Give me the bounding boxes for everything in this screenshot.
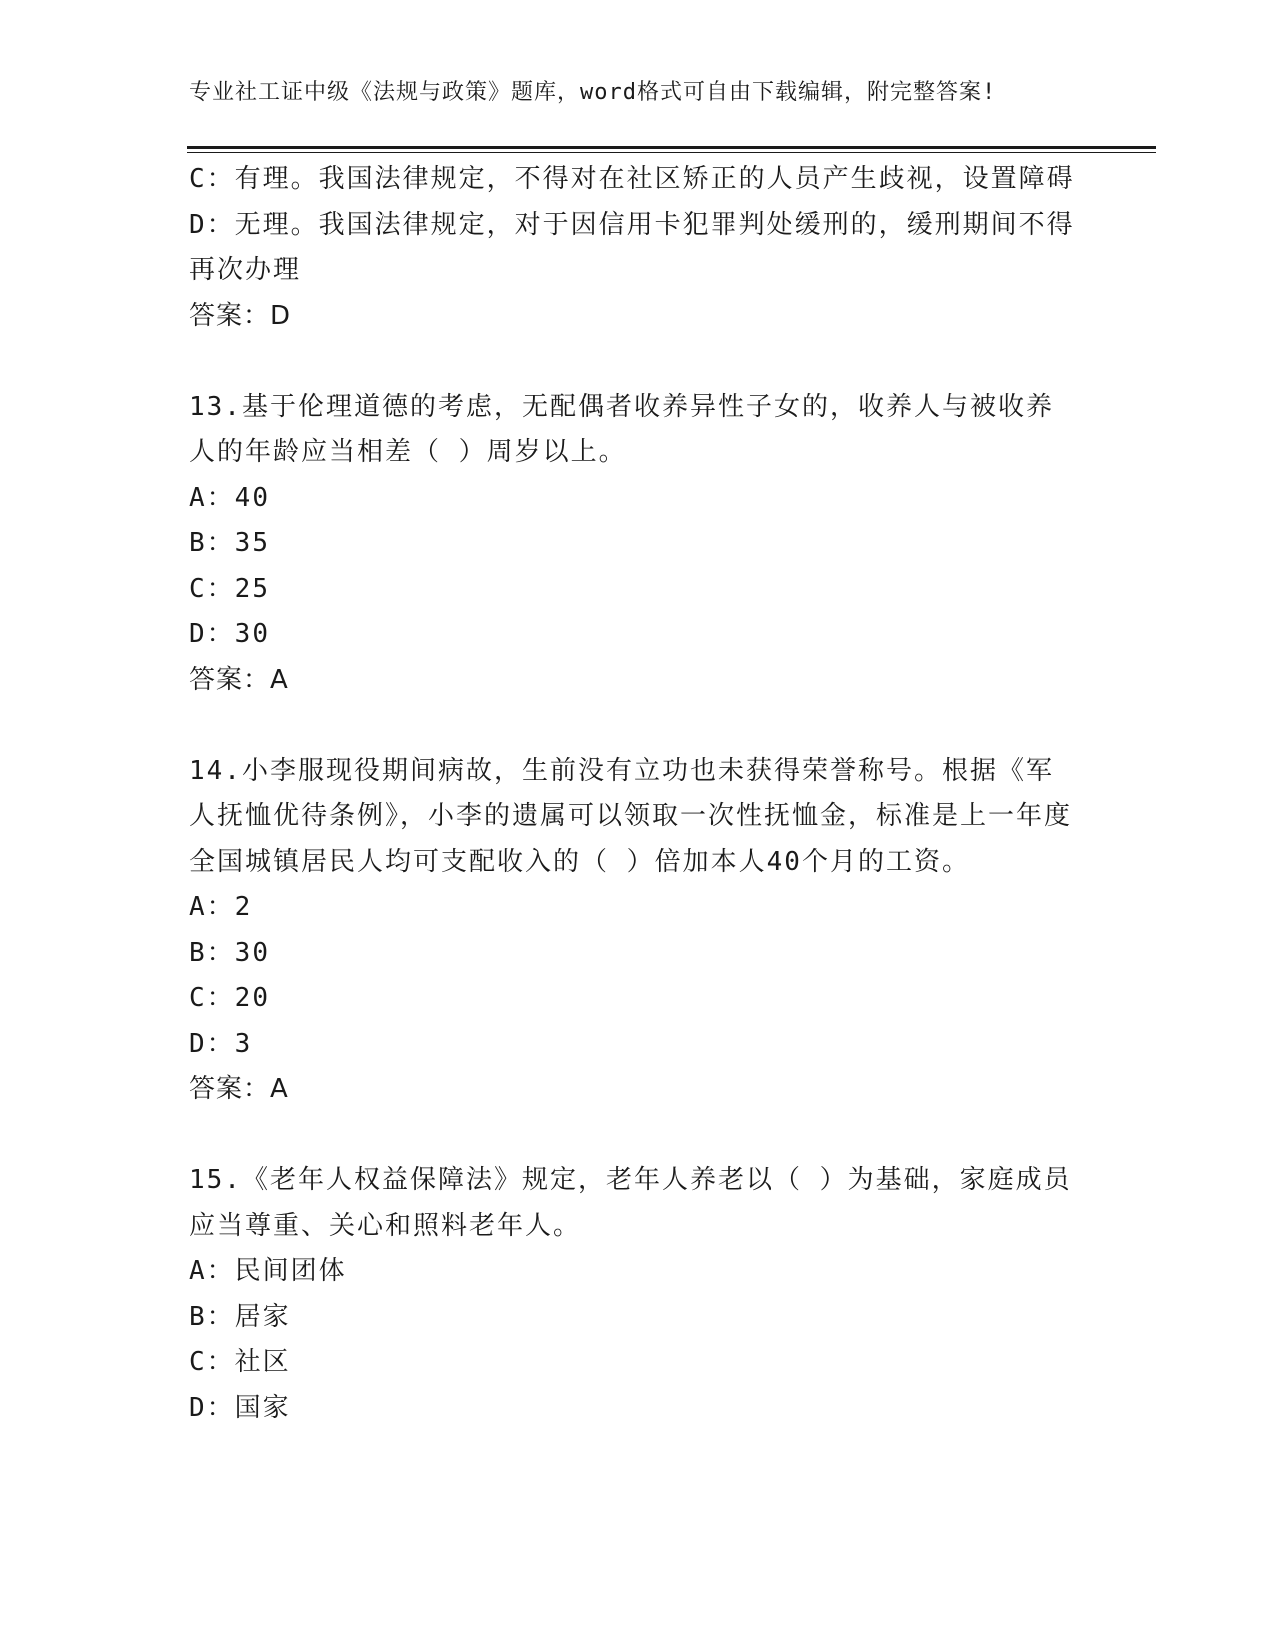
- question-14: [189, 749, 1089, 1113]
- option-b: B：居家: [189, 1301, 291, 1332]
- header-divider-thin: [187, 152, 1156, 153]
- header-divider-thick: [187, 146, 1156, 149]
- question-stem: 13.基于伦理道德的考虑，无配偶者收养异性子女的，收养人与被收养人的年龄应当相差（ ）周岁以上。: [189, 391, 1054, 467]
- option-d: D：30: [189, 619, 270, 649]
- option-d: D：无理。我国法律规定，对于因信用卡犯罪判处缓刑的，缓刑期间不得再次办理: [189, 209, 1075, 285]
- option-d: D：3: [189, 1028, 253, 1059]
- question-12-tail: [189, 157, 1089, 339]
- question-13: [189, 385, 1089, 704]
- option-c: C：有理。我国法律规定，不得对在社区矫正的人员产生歧视，设置障碍: [189, 164, 1075, 194]
- option-a: A：民间团体: [189, 1256, 347, 1286]
- question-list: [189, 157, 1089, 1431]
- question-15: [189, 1158, 1089, 1431]
- option-d: D：国家: [189, 1392, 291, 1423]
- answer-line: 答案：D: [189, 300, 292, 331]
- option-c: C：社区: [189, 1347, 291, 1377]
- option-b: B：35: [189, 528, 270, 558]
- answer-line: 答案：A: [189, 664, 289, 695]
- option-b: B：30: [189, 937, 270, 968]
- question-stem: 14.小李服现役期间病故，生前没有立功也未获得荣誉称号。根据《军人抚恤优待条例》，小李的遗属可以领取一次性抚恤金，标准是上一年度全国城镇居民人均可支配收入的（ ）倍加本人40个月的工资。: [189, 755, 1073, 877]
- option-c: C：20: [189, 983, 270, 1013]
- option-c: C：25: [189, 573, 270, 604]
- answer-line: 答案：A: [189, 1074, 289, 1104]
- document-header: [189, 73, 996, 113]
- option-a: A：2: [189, 892, 253, 922]
- option-a: A：40: [189, 482, 270, 513]
- question-stem: 15.《老年人权益保障法》规定，老年人养老以（ ）为基础，家庭成员应当尊重、关心和照料老年人。: [189, 1165, 1072, 1241]
- header-title: 专业社工证中级《法规与政策》题库，word格式可自由下载编辑，附完整答案!: [189, 80, 997, 105]
